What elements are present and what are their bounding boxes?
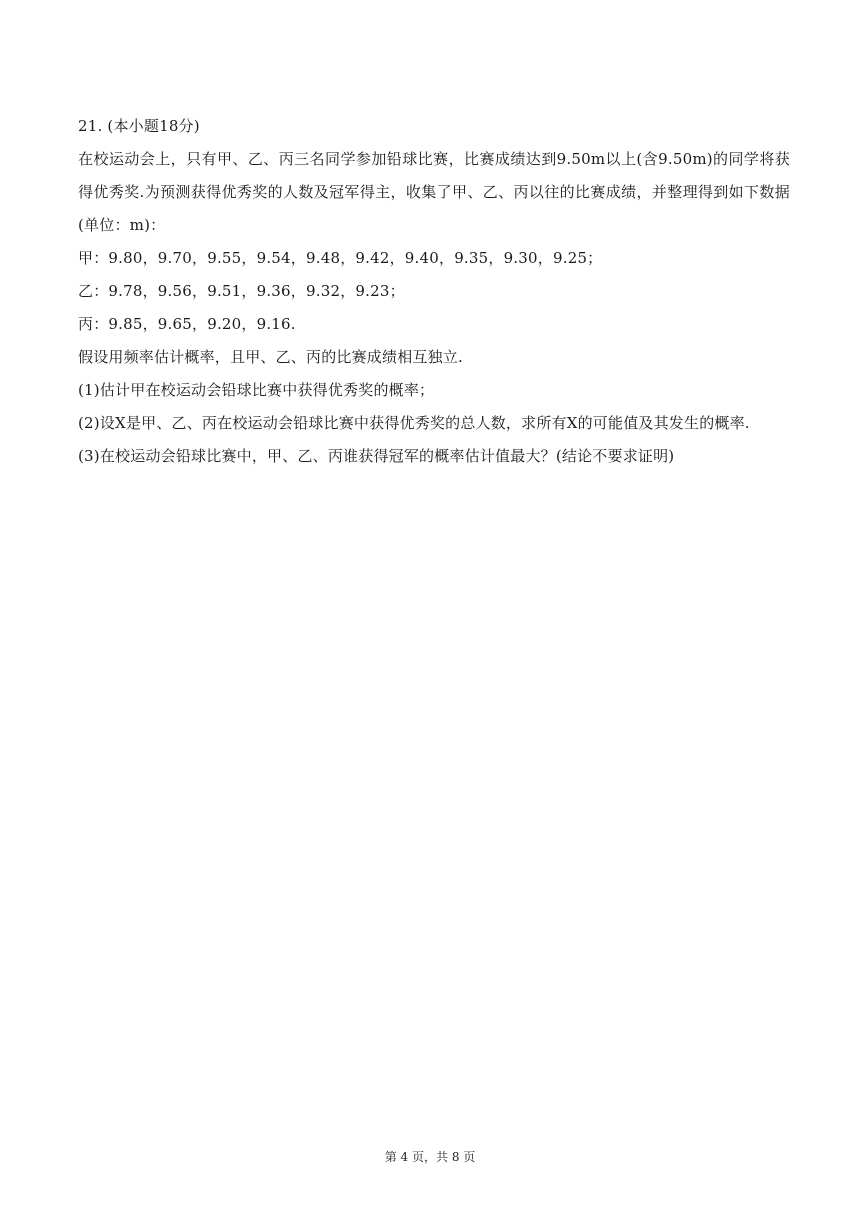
sub-question-2: (2)设X是甲、乙、丙在校运动会铅球比赛中获得优秀奖的总人数，求所有X的可能值及其发生的概率. [78,414,750,432]
question-21 [78,110,790,473]
sub-question-1: (1)估计甲在校运动会铅球比赛中获得优秀奖的概率； [78,381,435,399]
data-row-yi: 乙：9.78，9.56，9.51，9.36，9.32，9.23； [78,282,405,300]
data-row-jia: 甲：9.80，9.70，9.55，9.54，9.48，9.42，9.40，9.35，9.30，9.25； [78,249,603,267]
sub-question-3: (3)在校运动会铅球比赛中，甲、乙、丙谁获得冠军的概率估计值最大？(结论不要求证明) [78,447,675,465]
question-title: 21. (本小题18分) [78,117,200,135]
assumption-text: 假设用频率估计概率，且甲、乙、丙的比赛成绩相互独立. [78,348,463,366]
question-intro: 在校运动会上，只有甲、乙、丙三名同学参加铅球比赛，比赛成绩达到9.50m以上(含9.50m)的同学将获得优秀奖.为预测获得优秀奖的人数及冠军得主，收集了甲、乙、丙以往的比赛成绩，并整理得到如下数据(单位：m)： [78,150,790,234]
page-footer: 第 4 页，共 8 页 [384,1150,476,1164]
data-row-bing: 丙：9.85，9.65，9.20，9.16. [78,315,296,333]
